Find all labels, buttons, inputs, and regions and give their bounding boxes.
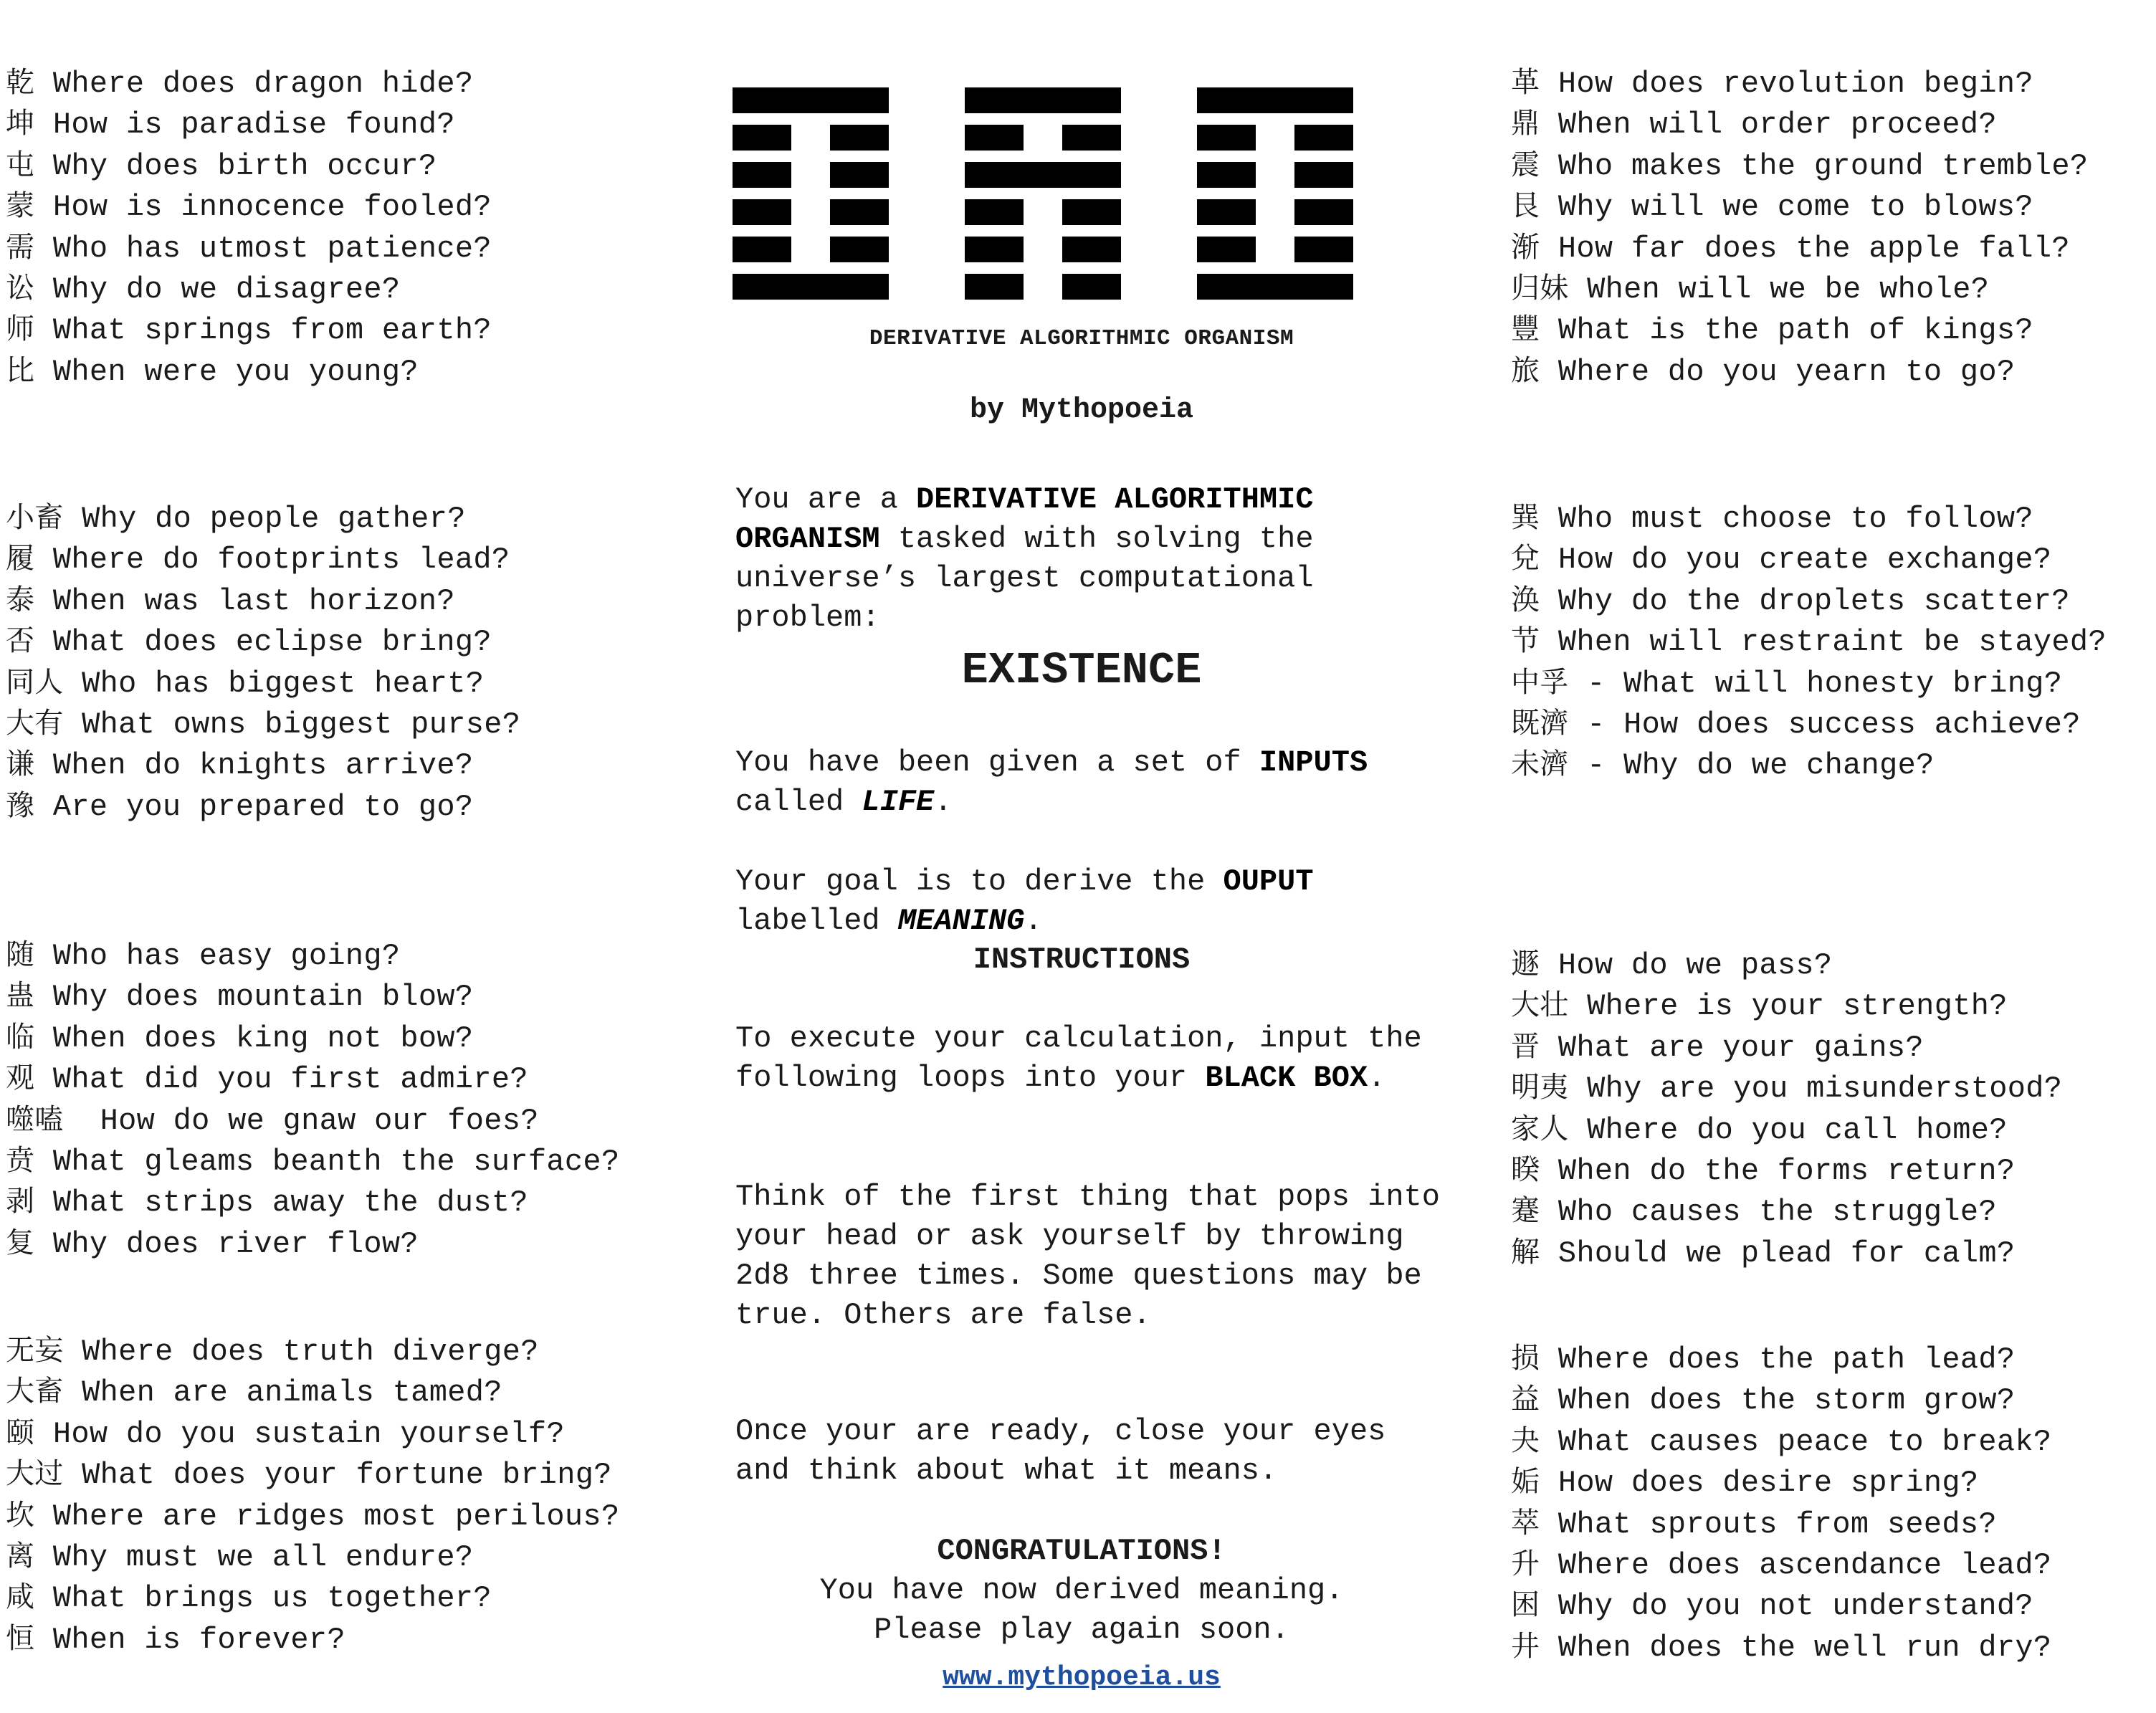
hexagram-name: 姤: [1511, 1465, 1540, 1499]
hexagram-name: 噬嗑: [6, 1102, 64, 1136]
hexagram-name: 需: [6, 230, 35, 264]
hexagram-name: 节: [1511, 624, 1540, 658]
question-text: How does revolution begin?: [1540, 67, 2033, 101]
hexagram-name: 解: [1511, 1235, 1540, 1269]
question-item: [6, 1496, 619, 1537]
question-text: When does the storm grow?: [1540, 1383, 2016, 1418]
question-group-7: [1511, 945, 2062, 1274]
question-text: Where does ascendance lead?: [1540, 1548, 2052, 1583]
broken-line-segment: [733, 162, 791, 188]
execute-paragraph: To execute your calculation, input the following loops into your BLACK BOX.: [735, 1021, 1422, 1095]
question-item: [1511, 351, 2088, 392]
dice-paragraph: Think of the first thing that pops into your head or ask yourself by throwing 2d8 three times. Some questions may be true. Others are false.: [735, 1180, 1440, 1332]
question-text: Why does river flow?: [34, 1226, 419, 1261]
question-item: [6, 1454, 619, 1495]
question-group-1: [6, 63, 492, 392]
question-item: [6, 663, 520, 704]
question-item: [1511, 1191, 2062, 1232]
hexagram-name: 恒: [6, 1621, 35, 1655]
hexagram-name: 渐: [1511, 230, 1540, 264]
question-text: What does your fortune bring?: [63, 1458, 612, 1493]
hexagram-name: 小畜: [6, 501, 64, 534]
question-text: Where do you call home?: [1568, 1112, 2008, 1147]
inputs-paragraph: You have been given a set of INPUTS called LIFE.: [735, 745, 1368, 819]
hexagram-name: 泰: [6, 583, 35, 616]
solid-line: [1197, 274, 1353, 300]
hexagram-name: 坤: [6, 107, 35, 140]
question-item: [6, 1331, 619, 1372]
hexagram-name: 震: [1511, 148, 1540, 181]
question-item: [1511, 945, 2062, 986]
question-text: Why do you not understand?: [1540, 1589, 2033, 1624]
question-item: [6, 498, 520, 539]
question-item: [6, 186, 492, 227]
hexagram: [733, 87, 889, 300]
question-text: How is innocence fooled?: [34, 190, 492, 225]
broken-line-segment: [830, 237, 889, 262]
question-text: How does desire spring?: [1540, 1466, 1979, 1501]
broken-line-segment: [1062, 237, 1121, 262]
question-text: - Why do we change?: [1568, 748, 1935, 783]
question-item: [1511, 104, 2088, 145]
hexagram-name: 复: [6, 1226, 35, 1259]
question-item: [6, 1141, 619, 1182]
broken-line-segment: [1062, 199, 1121, 225]
question-text: When do knights arrive?: [34, 748, 474, 783]
question-text: Where does truth diverge?: [63, 1335, 539, 1369]
question-item: [6, 704, 520, 745]
broken-line-segment: [965, 199, 1024, 225]
question-item: [1511, 1110, 2062, 1150]
derived-meaning-line: You have now derived meaning.: [819, 1573, 1344, 1608]
question-item: [1511, 310, 2088, 350]
question-item: [1511, 1027, 2062, 1068]
hexagram-name: 咸: [6, 1580, 35, 1614]
question-item: [1511, 745, 2107, 786]
logo-caption: DERIVATIVE ALGORITHMIC ORGANISM: [869, 326, 1294, 351]
hexagram-name: 涣: [1511, 583, 1540, 616]
question-text: When are animals tamed?: [63, 1375, 502, 1411]
hexagram-logo: [733, 87, 1393, 300]
question-item: [6, 351, 492, 392]
hexagram-name: 随: [6, 938, 35, 971]
question-item: [1511, 1068, 2062, 1109]
question-item: [1511, 186, 2088, 227]
broken-line-segment: [1197, 125, 1256, 151]
question-item: [1511, 1150, 2062, 1191]
broken-line-segment: [1294, 125, 1353, 151]
hexagram-name: 鼎: [1511, 107, 1540, 140]
hexagram-name: 比: [6, 353, 35, 387]
question-text: Why does birth occur?: [34, 148, 437, 183]
hexagram-name: 讼: [6, 272, 35, 305]
question-group-2: [6, 498, 520, 827]
question-item: [1511, 1504, 2051, 1545]
question-item: [6, 976, 619, 1017]
question-item: [1511, 663, 2107, 704]
question-text: How do we gnaw our foes?: [63, 1103, 539, 1138]
byline: by Mythopoeia: [969, 394, 1194, 426]
question-text: When will order proceed?: [1540, 108, 1997, 143]
hexagram-name: 家人: [1511, 1112, 1569, 1145]
question-item: [1511, 498, 2107, 539]
question-text: Why does mountain blow?: [34, 980, 474, 1015]
solid-line: [965, 162, 1121, 188]
broken-line-segment: [965, 274, 1024, 300]
question-text: When is forever?: [34, 1622, 345, 1657]
solid-line: [733, 87, 889, 113]
question-text: What does eclipse bring?: [34, 625, 492, 660]
hexagram-name: 巽: [1511, 501, 1540, 534]
hexagram-name: 睽: [1511, 1153, 1540, 1187]
question-item: [1511, 1233, 2062, 1274]
hexagram-name: 贲: [6, 1144, 35, 1178]
question-item: [1511, 581, 2107, 621]
question-text: - What will honesty bring?: [1568, 666, 2063, 701]
question-text: Where does the path lead?: [1540, 1342, 2016, 1377]
hexagram-name: 艮: [1511, 189, 1540, 223]
play-again-line: Please play again soon.: [874, 1613, 1289, 1647]
website-link[interactable]: www.mythopoeia.us: [943, 1662, 1221, 1693]
broken-line-segment: [965, 125, 1024, 151]
question-item: [6, 1059, 619, 1099]
question-item: [1511, 1585, 2051, 1626]
question-item: [1511, 1380, 2051, 1421]
question-item: [1511, 986, 2062, 1026]
question-text: Why do people gather?: [63, 502, 466, 536]
hexagram-name: 师: [6, 312, 35, 346]
question-text: How do you sustain yourself?: [34, 1416, 565, 1451]
question-item: [1511, 1421, 2051, 1462]
broken-line-segment: [733, 125, 791, 151]
question-text: What sprouts from seeds?: [1540, 1507, 1997, 1542]
question-item: [1511, 1545, 2051, 1585]
broken-line-segment: [1062, 274, 1121, 300]
question-item: [1511, 1627, 2051, 1668]
question-text: When will restraint be stayed?: [1540, 625, 2107, 660]
question-item: [6, 310, 492, 350]
hexagram-name: 否: [6, 624, 35, 658]
hexagram-name: 无妄: [6, 1334, 64, 1367]
question-text: Should we plead for calm?: [1540, 1236, 2016, 1271]
question-item: [6, 1223, 619, 1264]
hexagram-name: 履: [6, 542, 35, 576]
question-group-3: [6, 935, 619, 1264]
hexagram-name: 归妹: [1511, 272, 1569, 305]
question-item: [6, 1018, 619, 1059]
hexagram-name: 蒙: [6, 189, 35, 223]
question-text: What are your gains?: [1540, 1030, 1924, 1065]
hexagram-name: 井: [1511, 1629, 1540, 1663]
broken-line-segment: [830, 199, 889, 225]
hexagram-name: 升: [1511, 1547, 1540, 1581]
hexagram-name: 中孚: [1511, 665, 1569, 699]
question-text: What springs from earth?: [34, 313, 492, 348]
question-text: What brings us together?: [34, 1581, 492, 1616]
broken-line-segment: [1294, 237, 1353, 262]
question-text: Who has biggest heart?: [63, 666, 485, 701]
question-text: When was last horizon?: [34, 583, 455, 619]
hexagram-name: 困: [1511, 1588, 1540, 1622]
question-item: [6, 539, 520, 580]
question-item: [6, 621, 520, 662]
question-item: [6, 786, 520, 827]
question-item: [6, 1619, 619, 1660]
question-item: [1511, 228, 2088, 269]
question-text: How is paradise found?: [34, 108, 455, 143]
question-text: What strips away the dust?: [34, 1185, 528, 1221]
instructions-heading: INSTRUCTIONS: [973, 943, 1191, 977]
question-text: How do you create exchange?: [1540, 543, 2052, 578]
broken-line-segment: [1197, 162, 1256, 188]
hexagram-name: 蛊: [6, 979, 35, 1013]
question-item: [6, 935, 619, 976]
question-text: When will we be whole?: [1568, 272, 1990, 307]
question-text: Why do the droplets scatter?: [1540, 583, 2070, 619]
question-item: [6, 1578, 619, 1618]
hexagram-name: 明夷: [1511, 1071, 1569, 1104]
question-group-4: [6, 1331, 619, 1660]
hexagram-name: 屯: [6, 148, 35, 181]
hexagram-name: 既濟: [1511, 707, 1569, 740]
hexagram-name: 乾: [6, 66, 35, 99]
hexagram-name: 夬: [1511, 1423, 1540, 1457]
existence-heading: EXISTENCE: [961, 645, 1202, 696]
question-group-8: [1511, 1339, 2051, 1668]
question-text: When were you young?: [34, 354, 419, 389]
question-text: How do we pass?: [1540, 948, 1833, 983]
question-text: What owns biggest purse?: [63, 707, 521, 743]
hexagram-name: 大壮: [1511, 988, 1569, 1022]
question-text: Why must we all endure?: [34, 1540, 474, 1575]
question-text: Where do footprints lead?: [34, 543, 510, 578]
question-item: [1511, 621, 2107, 662]
solid-line: [1197, 87, 1353, 113]
question-text: When does king not bow?: [34, 1021, 474, 1056]
question-text: Who has utmost patience?: [34, 231, 492, 266]
question-item: [6, 63, 492, 104]
hexagram-name: 大过: [6, 1457, 64, 1491]
question-text: Why will we come to blows?: [1540, 190, 2033, 225]
question-item: [1511, 1462, 2051, 1503]
broken-line-segment: [1062, 125, 1121, 151]
hexagram-name: 剥: [6, 1185, 35, 1218]
broken-line-segment: [830, 125, 889, 151]
hexagram-name: 遯: [1511, 948, 1540, 980]
hexagram-name: 大畜: [6, 1375, 64, 1408]
question-item: [6, 145, 492, 186]
question-item: [1511, 1339, 2051, 1380]
hexagram-name: 萃: [1511, 1506, 1540, 1540]
question-item: [6, 104, 492, 145]
question-item: [6, 269, 492, 310]
broken-line-segment: [1197, 199, 1256, 225]
question-item: [6, 1182, 619, 1223]
hexagram-name: 未濟: [1511, 748, 1569, 781]
question-text: When do the forms return?: [1540, 1154, 2016, 1189]
hexagram-name: 同人: [6, 665, 64, 699]
broken-line-segment: [1197, 237, 1256, 262]
hexagram-name: 豐: [1511, 312, 1540, 346]
question-text: Who causes the struggle?: [1540, 1195, 1997, 1230]
question-text: When does the well run dry?: [1540, 1630, 2052, 1665]
hexagram-name: 革: [1511, 66, 1540, 99]
question-text: What did you first admire?: [34, 1062, 528, 1097]
question-text: What causes peace to break?: [1540, 1424, 2052, 1459]
hexagram-name: 损: [1511, 1342, 1540, 1375]
hexagram-name: 晋: [1511, 1029, 1540, 1063]
question-item: [1511, 63, 2088, 104]
solid-line: [965, 87, 1121, 113]
hexagram-name: 旅: [1511, 353, 1540, 387]
question-item: [6, 745, 520, 786]
question-item: [1511, 269, 2088, 310]
question-text: Where are ridges most perilous?: [34, 1499, 620, 1534]
hexagram-name: 益: [1511, 1383, 1540, 1416]
question-text: Where does dragon hide?: [34, 67, 474, 101]
question-text: Why are you misunderstood?: [1568, 1072, 2063, 1107]
question-item: [6, 1372, 619, 1413]
question-item: [6, 1537, 619, 1578]
question-item: [6, 1100, 619, 1141]
question-text: Who must choose to follow?: [1540, 502, 2033, 536]
hexagram-name: 兌: [1511, 542, 1540, 576]
question-text: Who makes the ground tremble?: [1540, 148, 2089, 183]
hexagram-name: 颐: [6, 1416, 35, 1449]
question-text: Who has easy going?: [34, 939, 401, 973]
hexagram-name: 蹇: [1511, 1194, 1540, 1228]
question-text: Where do you yearn to go?: [1540, 354, 2016, 389]
hexagram: [1197, 87, 1353, 300]
question-item: [1511, 539, 2107, 580]
congratulations-heading: CONGRATULATIONS!: [937, 1534, 1226, 1568]
hexagram: [965, 87, 1121, 300]
question-item: [6, 228, 492, 269]
question-item: [1511, 704, 2107, 745]
hexagram-name: 大有: [6, 707, 64, 740]
question-group-5: [1511, 63, 2088, 392]
hexagram-name: 离: [6, 1540, 35, 1573]
closing-paragraph: Once your are ready, close your eyes and think about what it means.: [735, 1414, 1386, 1488]
hexagram-name: 观: [6, 1061, 35, 1095]
broken-line-segment: [965, 237, 1024, 262]
broken-line-segment: [1294, 162, 1353, 188]
hexagram-name: 坎: [6, 1498, 35, 1532]
broken-line-segment: [1294, 199, 1353, 225]
broken-line-segment: [830, 162, 889, 188]
question-text: What gleams beanth the surface?: [34, 1145, 620, 1180]
question-item: [6, 581, 520, 621]
hexagram-name: 豫: [6, 788, 35, 822]
broken-line-segment: [733, 237, 791, 262]
question-text: Where is your strength?: [1568, 989, 2008, 1024]
question-text: How far does the apple fall?: [1540, 231, 2070, 266]
broken-line-segment: [733, 199, 791, 225]
question-item: [1511, 145, 2088, 186]
intro-paragraph: You are a DERIVATIVE ALGORITHMIC ORGANISM tasked with solving the universe’s largest computational problem:: [735, 482, 1314, 635]
question-item: [6, 1413, 619, 1454]
question-text: Are you prepared to go?: [34, 789, 474, 824]
solid-line: [733, 274, 889, 300]
goal-paragraph: Your goal is to derive the OUPUT labelled MEANING.: [735, 864, 1314, 938]
question-text: What is the path of kings?: [1540, 313, 2033, 348]
question-text: Why do we disagree?: [34, 272, 401, 307]
website-link-wrapper: [735, 1657, 1428, 1697]
hexagram-name: 临: [6, 1020, 35, 1054]
hexagram-name: 谦: [6, 748, 35, 781]
question-text: - How does success achieve?: [1568, 707, 2081, 743]
question-group-6: [1511, 498, 2107, 786]
